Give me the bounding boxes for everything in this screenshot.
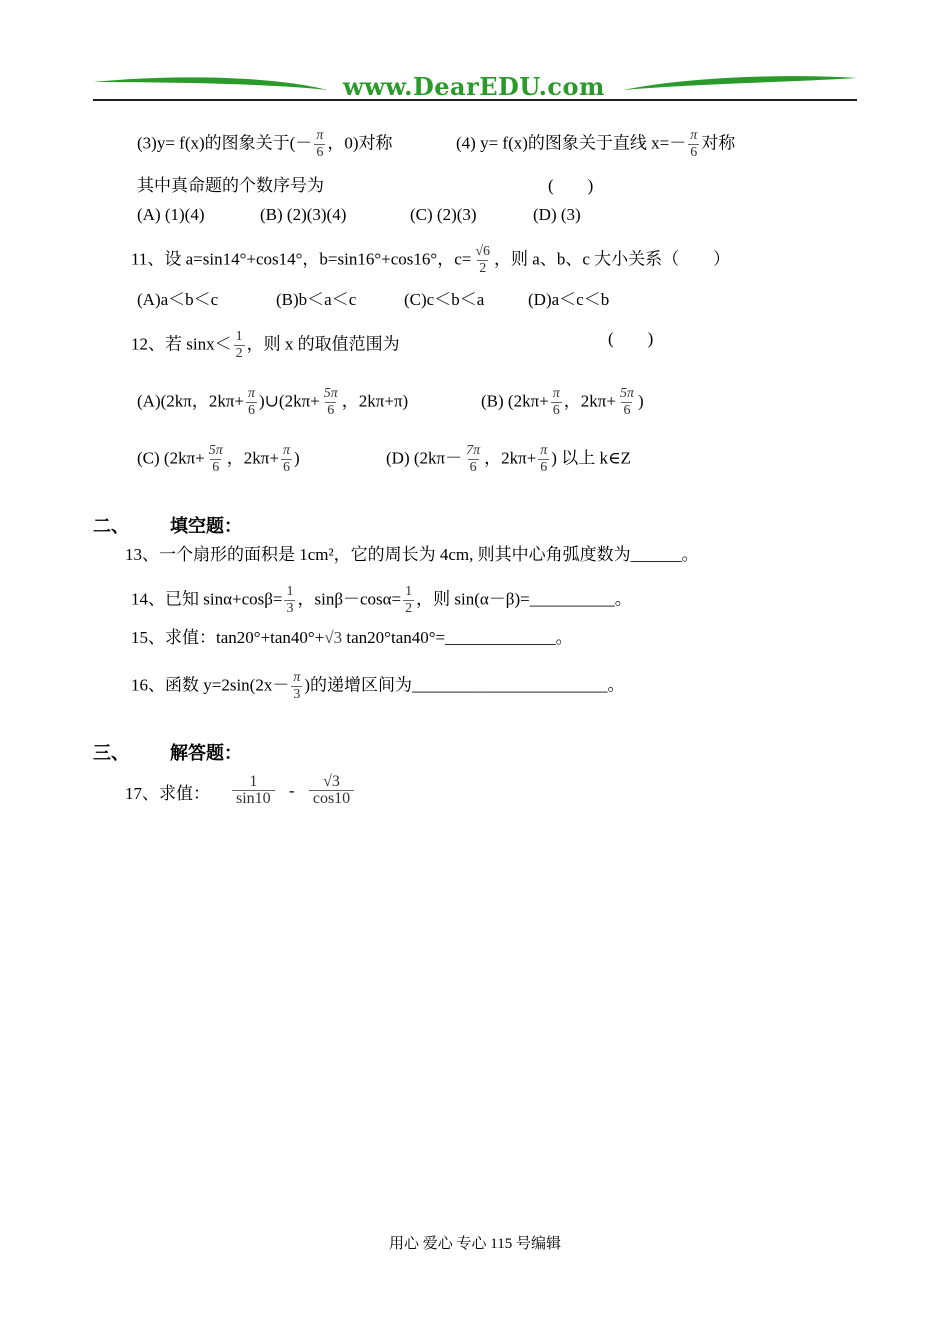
fraction <box>284 584 295 617</box>
section-3-title: 解答题： <box>170 743 242 764</box>
header-rule <box>93 99 857 101</box>
q11-choice-d: (D)a＜c＜b <box>528 290 610 309</box>
fraction <box>403 584 414 617</box>
fraction-numerator: 5π <box>208 443 223 458</box>
q12-c-text: (C) (2kπ+ <box>137 448 205 468</box>
section-2-number: 二、 <box>93 516 129 537</box>
header-banner <box>93 72 857 100</box>
q12-c-tail: ) <box>293 448 300 468</box>
fraction <box>538 443 549 476</box>
fraction-numerator: 5π <box>619 386 634 401</box>
fraction <box>618 386 636 419</box>
section-3-number: 三、 <box>93 743 129 764</box>
fraction <box>281 443 292 476</box>
q11-choice-c: (C)c＜b＜a <box>404 290 485 309</box>
fraction-numerator: π <box>316 128 324 143</box>
fraction <box>291 670 302 703</box>
q12-d-text: (D) (2kπ－ <box>386 448 463 468</box>
fraction-numerator: 7π <box>466 443 481 458</box>
fraction-denominator: 6 <box>540 460 548 475</box>
fraction-denominator: 6 <box>552 403 560 418</box>
fraction-numerator: 1 <box>405 584 413 599</box>
q11-stem <box>131 244 730 277</box>
q12-text: 12、若 sinx＜ <box>131 334 232 354</box>
q17 <box>125 784 210 804</box>
fraction-numerator: π <box>248 386 256 401</box>
fraction-denominator: 6 <box>690 145 698 160</box>
fraction-denominator: 6 <box>469 460 477 475</box>
q14-mid: ，sinβ－cosα= <box>297 589 402 609</box>
q10-answer-paren: ( ) <box>548 176 594 195</box>
q11-text: 11、设 a=sin14°+cos14°，b=sin16°+cos16°，c= <box>131 249 472 269</box>
fraction-numerator: 1 <box>286 584 294 599</box>
q11-choice-a: (A)a＜b＜c <box>137 290 219 309</box>
q12-choice-d <box>386 443 631 476</box>
q16-text: 16、函数 y=2sin(2x－ <box>131 675 290 695</box>
q13: 13、一个扇形的面积是 1cm²，它的周长为 4cm, 则其中心角弧度数为______。 <box>125 545 699 564</box>
minus-sign: - <box>288 780 295 800</box>
fraction-denominator: 2 <box>479 261 487 276</box>
q14 <box>131 584 632 617</box>
fraction <box>246 386 257 419</box>
fraction-numerator: π <box>293 670 301 685</box>
q12-choice-c <box>137 443 300 476</box>
fraction-numerator: 5π <box>323 386 338 401</box>
q10-stem: 其中真命题的个数序号为 <box>137 176 324 195</box>
q12-answer-paren: ( ) <box>608 329 654 348</box>
sqrt-three: √3 <box>324 628 343 647</box>
fraction-denominator: 6 <box>327 403 335 418</box>
fraction-numerator: π <box>552 386 560 401</box>
q10-choice-b: (B) (2)(3)(4) <box>260 205 347 224</box>
section-2-title: 填空题： <box>170 516 242 537</box>
fraction-denominator: 6 <box>212 460 220 475</box>
q17-expression <box>228 774 358 807</box>
q12-a-mid: )∪(2kπ+ <box>259 391 320 411</box>
q10-choice-a: (A) (1)(4) <box>137 205 205 224</box>
q10-opt3-text: (3)y= f(x)的图象关于(－ <box>137 133 313 153</box>
q17-text: 17、求值： <box>125 784 210 803</box>
q10-choice-c: (C) (2)(3) <box>410 205 477 224</box>
fraction <box>309 774 354 807</box>
q12-d-mid: ，2kπ+ <box>484 448 537 468</box>
fraction-denominator: 6 <box>316 145 324 160</box>
q12-b-text: (B) (2kπ+ <box>481 391 549 411</box>
q10-option-4 <box>456 128 735 161</box>
q14-text: 14、已知 sinα+cosβ= <box>131 589 283 609</box>
fraction <box>688 128 699 161</box>
page-footer: 用心 爱心 专心 115 号编辑 <box>389 1236 561 1252</box>
q12-d-tail: ) 以上 k∈Z <box>551 448 631 468</box>
fraction <box>234 329 245 362</box>
q10-opt3-tail: ，0)对称 <box>327 133 393 153</box>
fraction-numerator: π <box>690 128 698 143</box>
logo-text: www.DearEDU.com <box>343 72 605 101</box>
fraction <box>464 443 482 476</box>
fraction <box>322 386 340 419</box>
fraction-denominator: 3 <box>286 601 294 616</box>
fraction-numerator: √6 <box>475 244 491 259</box>
fraction-denominator: 3 <box>293 687 301 702</box>
fraction-denominator: 6 <box>248 403 256 418</box>
fraction-denominator: 6 <box>282 460 290 475</box>
q12-a-tail: ，2kπ+π) <box>341 391 409 411</box>
q12-tail: ，则 x 的取值范围为 <box>246 334 400 354</box>
q10-opt4-tail: 对称 <box>701 133 736 153</box>
q12-a-text: (A)(2kπ，2kπ+ <box>137 391 245 411</box>
q12-b-tail: ) <box>637 391 644 411</box>
fraction-denominator: cos10 <box>309 790 354 807</box>
q16 <box>131 670 625 703</box>
q10-opt4-text: (4) y= f(x)的图象关于直线 x=－ <box>456 133 687 153</box>
q10-option-3-4 <box>137 128 393 161</box>
fraction-denominator: 2 <box>235 346 243 361</box>
fraction-numerator: π <box>282 443 290 458</box>
q11-choice-b: (B)b＜a＜c <box>276 290 357 309</box>
q15-text: 15、求值：tan20°+tan40°+ <box>131 628 325 647</box>
fraction-denominator: 2 <box>405 601 413 616</box>
q12-c-mid: ，2kπ+ <box>226 448 279 468</box>
fraction-numerator: 1 <box>249 773 258 790</box>
q12-b-mid: ，2kπ+ <box>563 391 616 411</box>
q10-choice-d: (D) (3) <box>533 205 581 224</box>
fraction-denominator: sin10 <box>232 790 275 807</box>
fraction <box>232 774 275 807</box>
q14-tail: ，则 sin(α－β)=__________。 <box>416 589 632 609</box>
q12-stem <box>131 329 400 362</box>
fraction-numerator: π <box>540 443 548 458</box>
q15-tail: tan20°tan40°=_____________。 <box>342 628 573 647</box>
q16-tail: )的递增区间为_______________________。 <box>304 675 625 695</box>
fraction-denominator: 6 <box>623 403 631 418</box>
q11-tail: ，则 a、b、c 大小关系（ ） <box>494 249 731 269</box>
fraction <box>473 244 492 277</box>
fraction <box>207 443 225 476</box>
q12-choice-b <box>481 386 644 419</box>
fraction <box>314 128 325 161</box>
fraction <box>551 386 562 419</box>
q12-choice-a <box>137 386 408 419</box>
q15 <box>131 628 573 648</box>
fraction-numerator: √3 <box>323 773 340 790</box>
fraction-numerator: 1 <box>235 329 243 344</box>
